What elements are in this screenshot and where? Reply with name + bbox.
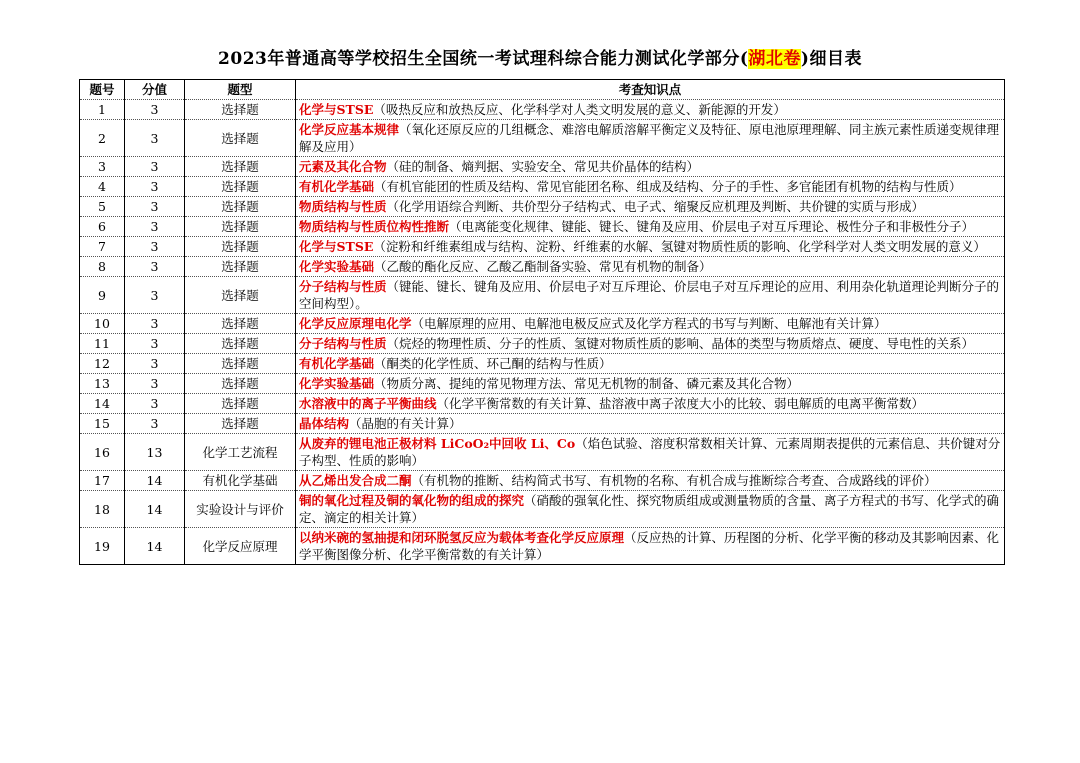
cell-knowledge-points bbox=[296, 354, 1005, 374]
cell-knowledge-points bbox=[296, 414, 1005, 434]
knowledge-topic: 物质结构与性质位构性推断 bbox=[299, 219, 450, 234]
cell-question-number: 19 bbox=[80, 528, 125, 565]
knowledge-detail: （淀粉和纤维素组成与结构、淀粉、纤维素的水解、氢键对物质性质的影响、化学科学对人类文明发展的意义） bbox=[373, 239, 986, 254]
cell-question-type: 选择题 bbox=[185, 334, 296, 354]
cell-knowledge-points bbox=[296, 197, 1005, 217]
knowledge-topic: 有机化学基础 bbox=[299, 179, 375, 194]
cell-knowledge-points bbox=[296, 374, 1005, 394]
cell-knowledge-points bbox=[296, 471, 1005, 491]
cell-knowledge-points bbox=[296, 120, 1005, 157]
cell-question-type: 选择题 bbox=[185, 197, 296, 217]
cell-question-type: 选择题 bbox=[185, 100, 296, 120]
cell-question-number: 1 bbox=[80, 100, 125, 120]
cell-question-type: 选择题 bbox=[185, 394, 296, 414]
cell-question-type: 选择题 bbox=[185, 217, 296, 237]
header-question-type: 题型 bbox=[185, 80, 296, 100]
knowledge-detail: （氧化还原反应的几组概念、难溶电解质溶解平衡定义及特征、原电池原理理解、同主族元素性质递变规律理解及应用） bbox=[299, 122, 1000, 154]
table-row bbox=[80, 157, 1005, 177]
cell-score: 3 bbox=[125, 120, 185, 157]
knowledge-topic: 化学与STSE bbox=[299, 239, 374, 254]
knowledge-topic: 化学实验基础 bbox=[299, 376, 375, 391]
cell-score: 13 bbox=[125, 434, 185, 471]
knowledge-detail: （有机官能团的性质及结构、常见官能团名称、组成及结构、分子的手性、多官能团有机物的结构与性质） bbox=[374, 179, 962, 194]
table-row bbox=[80, 394, 1005, 414]
knowledge-detail: （硅的制备、熵判据、实验安全、常见共价晶体的结构） bbox=[386, 159, 700, 174]
cell-knowledge-points bbox=[296, 257, 1005, 277]
cell-question-number: 18 bbox=[80, 491, 125, 528]
cell-question-type: 选择题 bbox=[185, 354, 296, 374]
knowledge-detail: （有机物的推断、结构简式书写、有机物的名称、有机合成与推断综合考查、合成路线的评价） bbox=[411, 473, 937, 488]
cell-score: 3 bbox=[125, 177, 185, 197]
knowledge-topic: 水溶液中的离子平衡曲线 bbox=[299, 396, 437, 411]
cell-knowledge-points bbox=[296, 277, 1005, 314]
cell-question-number: 3 bbox=[80, 157, 125, 177]
table-row bbox=[80, 434, 1005, 471]
cell-question-type: 有机化学基础 bbox=[185, 471, 296, 491]
cell-question-number: 13 bbox=[80, 374, 125, 394]
cell-score: 3 bbox=[125, 334, 185, 354]
cell-score: 3 bbox=[125, 197, 185, 217]
cell-score: 14 bbox=[125, 528, 185, 565]
cell-question-type: 实验设计与评价 bbox=[185, 491, 296, 528]
cell-question-number: 9 bbox=[80, 277, 125, 314]
table-row bbox=[80, 314, 1005, 334]
knowledge-detail: （电离能变化规律、键能、键长、键角及应用、价层电子对互斥理论、极性分子和非极性分子） bbox=[449, 219, 975, 234]
knowledge-detail: （电解原理的应用、电解池电极反应式及化学方程式的书写与判断、电解池有关计算） bbox=[411, 316, 887, 331]
cell-question-number: 5 bbox=[80, 197, 125, 217]
knowledge-topic: 化学实验基础 bbox=[299, 259, 375, 274]
table-row bbox=[80, 197, 1005, 217]
knowledge-detail: （酮类的化学性质、环己酮的结构与性质） bbox=[374, 356, 612, 371]
table-row bbox=[80, 491, 1005, 528]
knowledge-topic: 化学反应基本规律 bbox=[299, 122, 400, 137]
cell-score: 3 bbox=[125, 277, 185, 314]
cell-knowledge-points bbox=[296, 217, 1005, 237]
table-row bbox=[80, 217, 1005, 237]
cell-score: 14 bbox=[125, 471, 185, 491]
cell-question-type: 选择题 bbox=[185, 177, 296, 197]
knowledge-topic: 化学与STSE bbox=[299, 102, 374, 117]
table-row bbox=[80, 354, 1005, 374]
cell-knowledge-points bbox=[296, 394, 1005, 414]
cell-score: 3 bbox=[125, 374, 185, 394]
table-row bbox=[80, 100, 1005, 120]
cell-question-type: 选择题 bbox=[185, 414, 296, 434]
knowledge-detail: （物质分离、提纯的常见物理方法、常见无机物的制备、磷元素及其化合物） bbox=[374, 376, 800, 391]
header-question-number: 题号 bbox=[80, 80, 125, 100]
cell-question-number: 10 bbox=[80, 314, 125, 334]
knowledge-detail: （键能、键长、键角及应用、价层电子对互斥理论、价层电子对互斥理论的应用、利用杂化轨道理论判断分子的空间构型）。 bbox=[299, 279, 1000, 311]
knowledge-detail: （化学平衡常数的有关计算、盐溶液中离子浓度大小的比较、弱电解质的电离平衡常数） bbox=[436, 396, 925, 411]
cell-question-type: 选择题 bbox=[185, 120, 296, 157]
knowledge-topic: 物质结构与性质 bbox=[299, 199, 387, 214]
cell-knowledge-points bbox=[296, 528, 1005, 565]
table-row bbox=[80, 334, 1005, 354]
cell-question-type: 选择题 bbox=[185, 314, 296, 334]
cell-knowledge-points bbox=[296, 314, 1005, 334]
knowledge-topic: 以纳米碗的氢抽提和闭环脱氢反应为载体考查化学反应原理 bbox=[299, 530, 625, 545]
table-row bbox=[80, 237, 1005, 257]
cell-knowledge-points bbox=[296, 491, 1005, 528]
table-row bbox=[80, 471, 1005, 491]
table-row bbox=[80, 414, 1005, 434]
knowledge-topic: 从乙烯出发合成二酮 bbox=[299, 473, 412, 488]
table-row bbox=[80, 177, 1005, 197]
cell-question-number: 12 bbox=[80, 354, 125, 374]
cell-question-number: 14 bbox=[80, 394, 125, 414]
knowledge-topic: 从废弃的锂电池正极材料 LiCoO₂中回收 Li、Co bbox=[299, 436, 576, 451]
cell-knowledge-points bbox=[296, 434, 1005, 471]
knowledge-detail: （晶胞的有关计算） bbox=[349, 416, 462, 431]
cell-knowledge-points bbox=[296, 237, 1005, 257]
cell-question-type: 选择题 bbox=[185, 237, 296, 257]
table-body bbox=[80, 100, 1005, 565]
title-text-before: 2023年普通高等学校招生全国统一考试理科综合能力测试化学部分( bbox=[218, 49, 749, 69]
knowledge-detail: （硝酸的强氧化性、探究物质组成或测量物质的含量、离子方程式的书写、化学式的确定、滴定的相关计算） bbox=[299, 493, 1000, 525]
cell-question-number: 16 bbox=[80, 434, 125, 471]
cell-score: 3 bbox=[125, 394, 185, 414]
table-row bbox=[80, 374, 1005, 394]
cell-score: 14 bbox=[125, 491, 185, 528]
cell-score: 3 bbox=[125, 354, 185, 374]
cell-question-type: 化学工艺流程 bbox=[185, 434, 296, 471]
knowledge-detail: （乙酸的酯化反应、乙酸乙酯制备实验、常见有机物的制备） bbox=[374, 259, 712, 274]
cell-score: 3 bbox=[125, 314, 185, 334]
cell-question-type: 选择题 bbox=[185, 277, 296, 314]
cell-question-type: 化学反应原理 bbox=[185, 528, 296, 565]
cell-score: 3 bbox=[125, 157, 185, 177]
cell-score: 3 bbox=[125, 237, 185, 257]
cell-score: 3 bbox=[125, 257, 185, 277]
cell-score: 3 bbox=[125, 414, 185, 434]
cell-question-type: 选择题 bbox=[185, 257, 296, 277]
cell-question-number: 6 bbox=[80, 217, 125, 237]
table-row bbox=[80, 528, 1005, 565]
page-title bbox=[0, 44, 1080, 69]
knowledge-topic: 分子结构与性质 bbox=[299, 279, 387, 294]
knowledge-topic: 铜的氧化过程及铜的氧化物的组成的探究 bbox=[299, 493, 525, 508]
knowledge-detail: （烷烃的物理性质、分子的性质、氢键对物质性质的影响、晶体的类型与物质熔点、硬度、导电性的关系） bbox=[386, 336, 975, 351]
header-score: 分值 bbox=[125, 80, 185, 100]
cell-question-number: 8 bbox=[80, 257, 125, 277]
title-text-after: )细目表 bbox=[800, 49, 862, 69]
table-row bbox=[80, 277, 1005, 314]
knowledge-detail: （吸热反应和放热反应、化学科学对人类文明发展的意义、新能源的开发） bbox=[373, 102, 786, 117]
knowledge-detail: （焰色试验、溶度积常数相关计算、元素周期表提供的元素信息、共价键对分子构型、性质的影响） bbox=[299, 436, 1001, 468]
cell-knowledge-points bbox=[296, 157, 1005, 177]
cell-question-number: 17 bbox=[80, 471, 125, 491]
knowledge-detail: （反应热的计算、历程图的分析、化学平衡的移动及其影响因素、化学平衡图像分析、化学平衡常数的有关计算） bbox=[299, 530, 1000, 562]
knowledge-topic: 化学反应原理电化学 bbox=[299, 316, 412, 331]
knowledge-detail: （化学用语综合判断、共价型分子结构式、电子式、缩聚反应机理及判断、共价键的实质与形成） bbox=[386, 199, 925, 214]
cell-question-number: 2 bbox=[80, 120, 125, 157]
table-header-row bbox=[80, 80, 1005, 100]
knowledge-topic: 晶体结构 bbox=[299, 416, 350, 431]
title-highlight-province: 湖北卷 bbox=[748, 49, 801, 69]
cell-knowledge-points bbox=[296, 177, 1005, 197]
header-knowledge-points: 考查知识点 bbox=[296, 80, 1005, 100]
table-row bbox=[80, 257, 1005, 277]
cell-question-type: 选择题 bbox=[185, 374, 296, 394]
knowledge-topic: 分子结构与性质 bbox=[299, 336, 387, 351]
knowledge-topic: 有机化学基础 bbox=[299, 356, 375, 371]
cell-knowledge-points bbox=[296, 100, 1005, 120]
knowledge-table bbox=[79, 79, 1005, 565]
cell-question-number: 11 bbox=[80, 334, 125, 354]
cell-question-number: 15 bbox=[80, 414, 125, 434]
cell-knowledge-points bbox=[296, 334, 1005, 354]
table-row bbox=[80, 120, 1005, 157]
cell-question-type: 选择题 bbox=[185, 157, 296, 177]
cell-score: 3 bbox=[125, 100, 185, 120]
cell-question-number: 4 bbox=[80, 177, 125, 197]
cell-score: 3 bbox=[125, 217, 185, 237]
knowledge-topic: 元素及其化合物 bbox=[299, 159, 387, 174]
cell-question-number: 7 bbox=[80, 237, 125, 257]
